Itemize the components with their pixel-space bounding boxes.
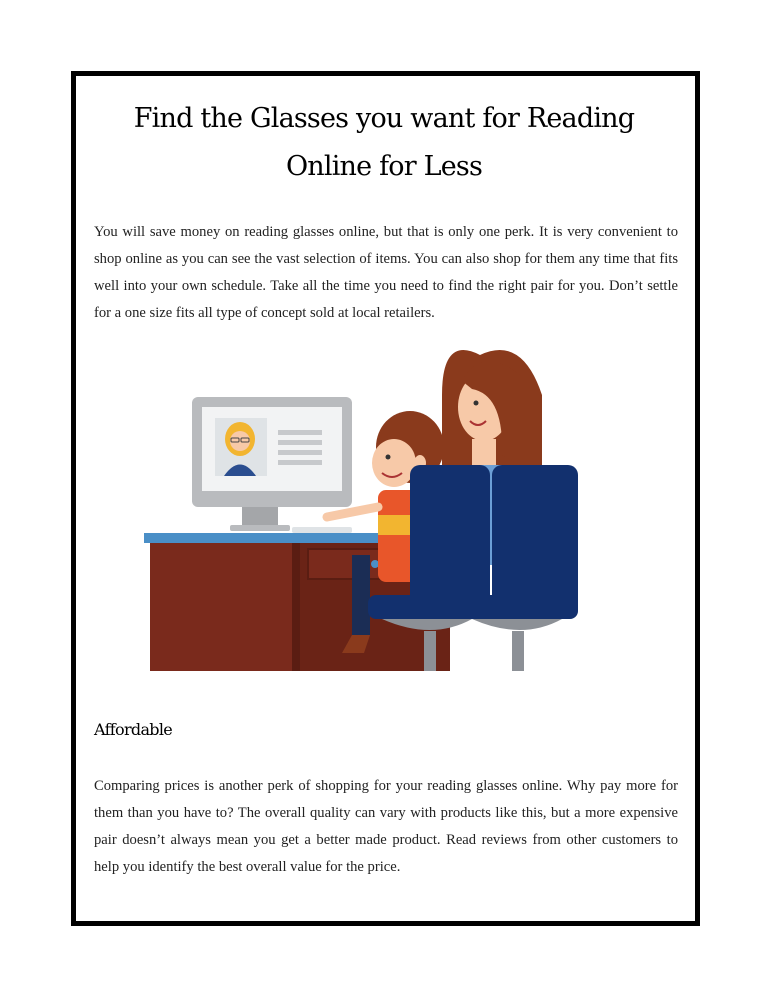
affordable-paragraph: Comparing prices is another perk of shopping for your reading glasses online. Why pay more for them than you have to? The overall quality can vary with products like this, but a more expensive pair doesn’t always mean you get a better made product. Read reviews from other customers to help you identify the best overall value for the price. — [94, 778, 678, 875]
monitor-icon — [192, 397, 352, 531]
intro-paragraph: You will save money on reading glasses online, but that is only one perk. It is very convenient to shop online as you can see the vast selection of items. You can also shop for them any time that fits well into your own schedule. Take all the time you need to find the right pair for you. Don’t settle for a one size fits all type of concept sold at local retailers. — [94, 224, 678, 321]
section-heading-affordable: Affordable — [94, 720, 173, 739]
mother-and-child-at-computer-illustration — [142, 335, 582, 671]
page-title: Find the Glasses you want for Reading Online for Less — [133, 103, 635, 182]
